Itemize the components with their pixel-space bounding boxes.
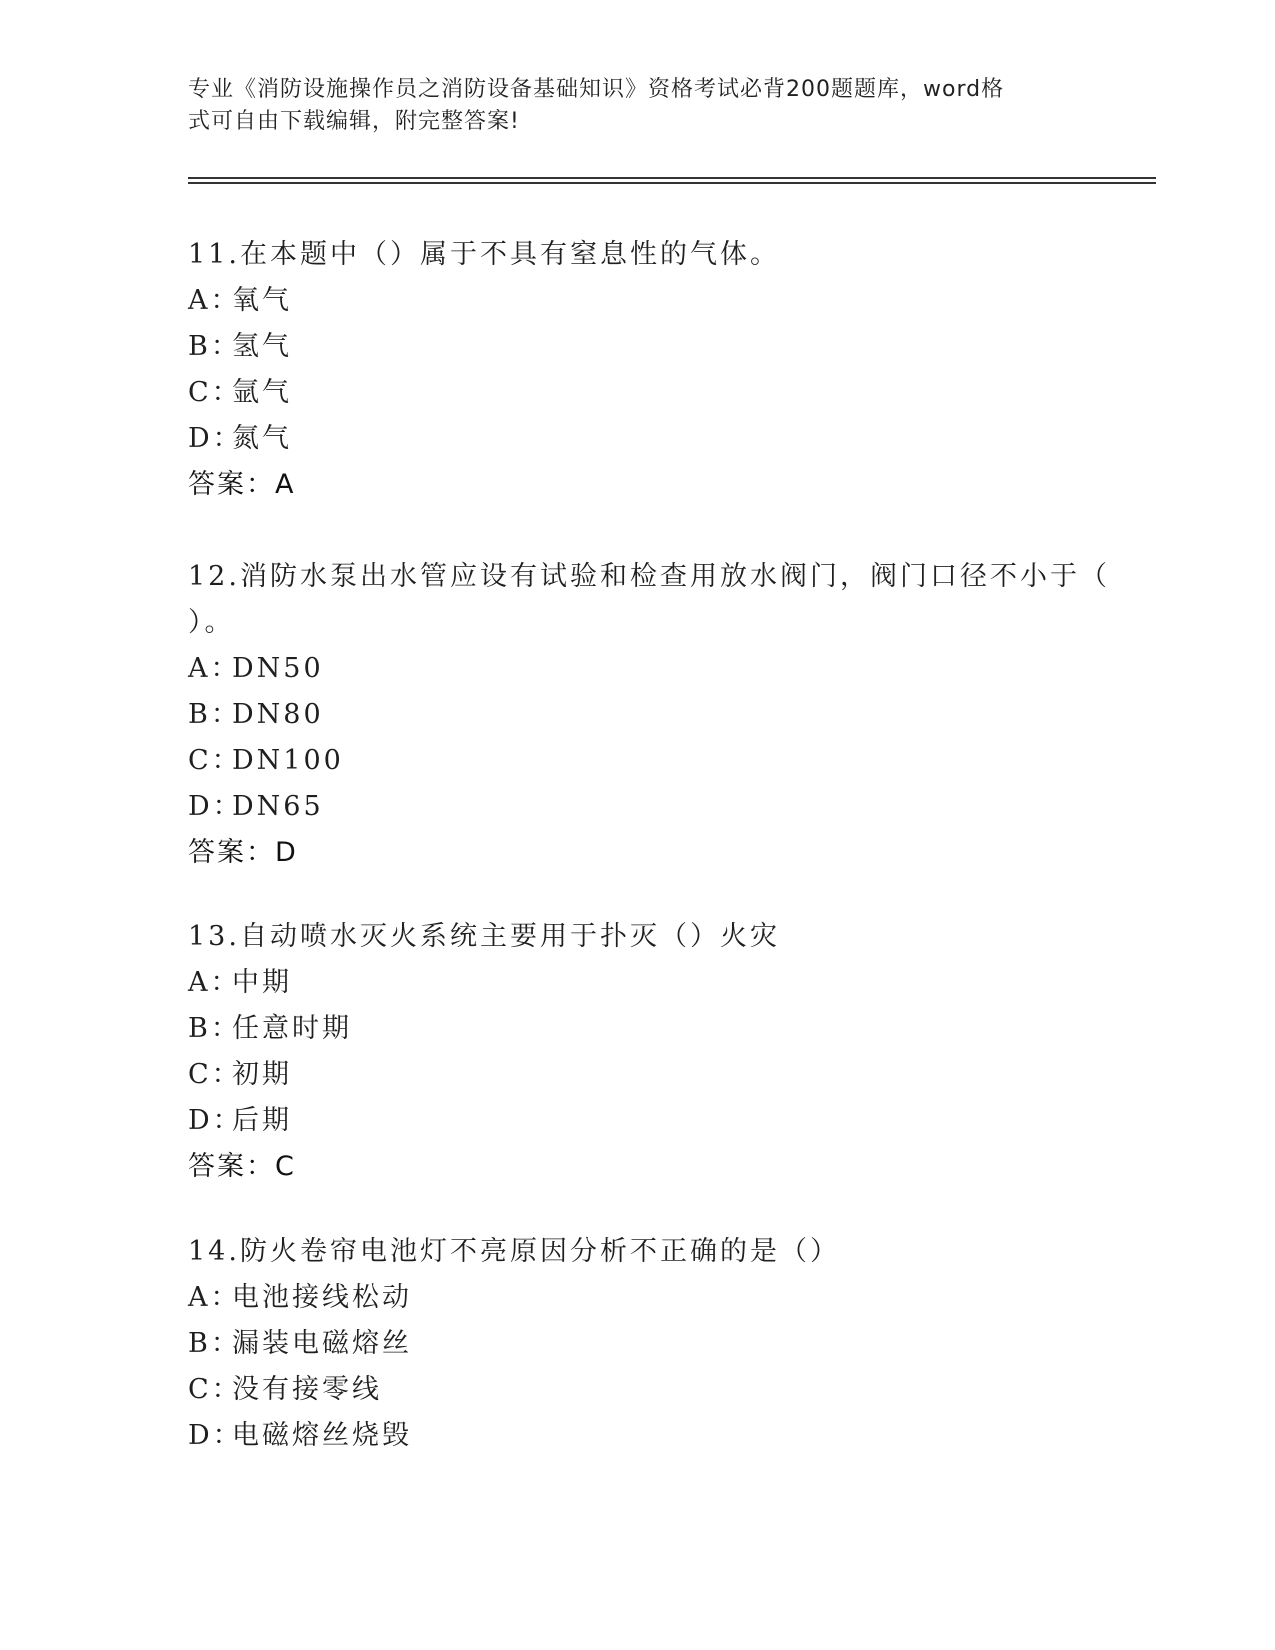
header-line-1: 专业《消防设施操作员之消防设备基础知识》资格考试必背200题题库，word格 (188, 77, 1005, 102)
option-a (188, 278, 1088, 324)
option-text: DN65 (232, 791, 324, 822)
option-text: DN80 (232, 699, 324, 730)
option-key: D： (188, 1105, 243, 1136)
question-stem-line-2: ）。 (188, 607, 235, 638)
option-text: 没有接零线 (232, 1374, 382, 1405)
option-key: C： (188, 1059, 242, 1090)
option-text: 中期 (232, 967, 292, 998)
header-divider-top (188, 177, 1156, 179)
question-14 (188, 1229, 1088, 1459)
option-key: A： (188, 285, 241, 316)
answer-label: 答案：D (188, 837, 298, 868)
option-key: A： (188, 1282, 241, 1313)
option-b (188, 1006, 1088, 1052)
option-c (188, 1367, 1088, 1413)
question-stem: 14.防火卷帘电池灯不亮原因分析不正确的是（） (188, 1236, 840, 1267)
option-key: B： (188, 331, 241, 362)
option-text: 电池接线松动 (232, 1282, 412, 1313)
option-a (188, 1275, 1088, 1321)
question-stem: 13.自动喷水灭火系统主要用于扑灭（）火灾 (188, 921, 780, 952)
option-text: 后期 (232, 1105, 292, 1136)
header-divider-bottom (188, 182, 1156, 184)
option-text: DN100 (232, 745, 344, 776)
option-key: B： (188, 1328, 241, 1359)
option-text: 氢气 (232, 331, 292, 362)
question-stem-line-1: 12.消防水泵出水管应设有试验和检查用放水阀门，阀门口径不小于（ (188, 561, 1110, 592)
option-text: 氮气 (232, 423, 292, 454)
option-text: 漏装电磁熔丝 (232, 1328, 412, 1359)
option-key: B： (188, 1013, 241, 1044)
option-text: 任意时期 (232, 1013, 352, 1044)
option-d (188, 416, 1088, 462)
option-c (188, 370, 1088, 416)
option-text: DN50 (232, 653, 324, 684)
option-key: C： (188, 1374, 242, 1405)
option-text: 电磁熔丝烧毁 (232, 1420, 412, 1451)
option-c (188, 738, 1088, 784)
option-key: D： (188, 1420, 243, 1451)
option-key: A： (188, 967, 241, 998)
question-stem: 11.在本题中（）属于不具有窒息性的气体。 (188, 239, 780, 270)
answer-label: 答案：C (188, 1151, 296, 1182)
option-c (188, 1052, 1088, 1098)
option-a (188, 646, 1088, 692)
option-b (188, 692, 1088, 738)
answer-label: 答案：A (188, 469, 296, 500)
question-11 (188, 232, 1088, 508)
option-key: A： (188, 653, 241, 684)
option-key: D： (188, 791, 243, 822)
option-text: 氧气 (232, 285, 292, 316)
option-a (188, 960, 1088, 1006)
option-b (188, 324, 1088, 370)
header-line-2: 式可自由下载编辑，附完整答案! (188, 109, 520, 134)
option-d (188, 1098, 1088, 1144)
option-text: 初期 (232, 1059, 292, 1090)
option-key: C： (188, 745, 242, 776)
question-13 (188, 914, 1088, 1190)
option-key: D： (188, 423, 243, 454)
option-d (188, 784, 1088, 830)
document-header (188, 74, 1068, 138)
question-12 (188, 554, 1110, 876)
option-b (188, 1321, 1088, 1367)
option-key: C： (188, 377, 242, 408)
option-key: B： (188, 699, 241, 730)
option-d (188, 1413, 1088, 1459)
option-text: 氩气 (232, 377, 292, 408)
